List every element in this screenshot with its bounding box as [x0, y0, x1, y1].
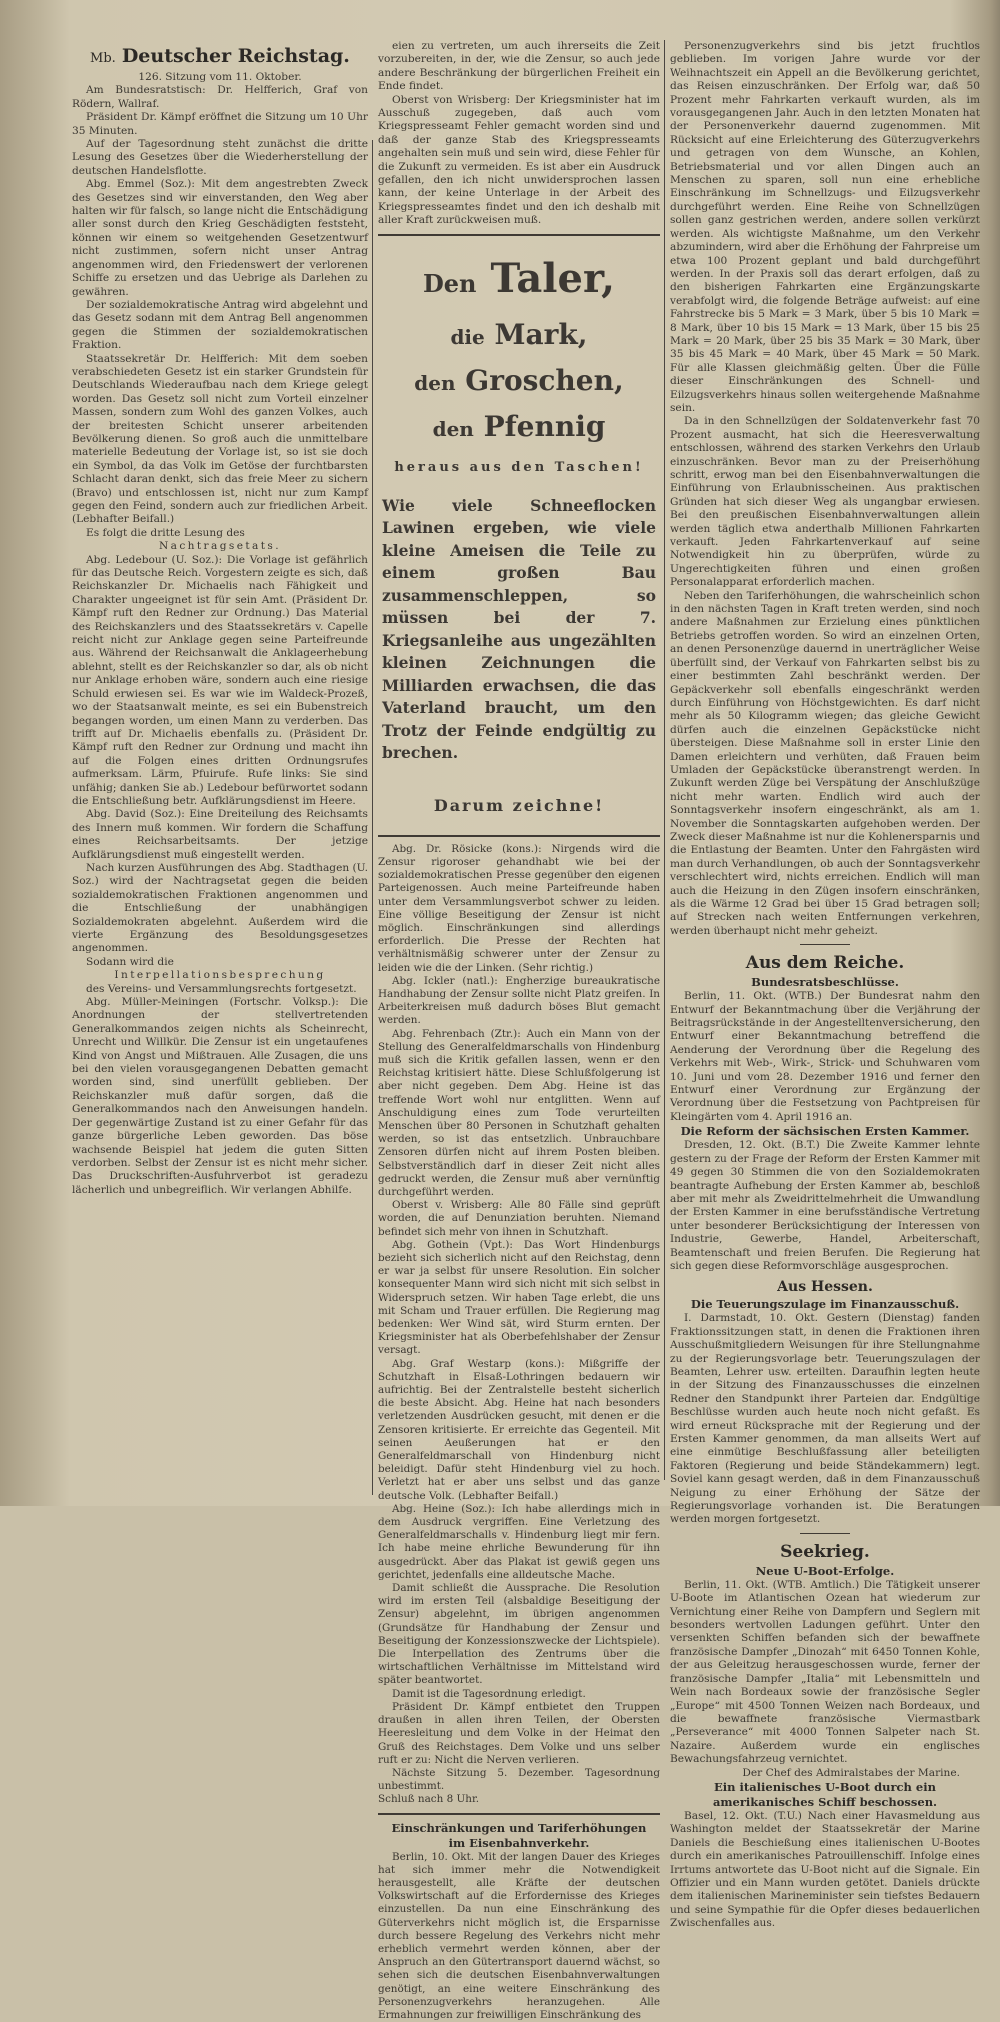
ad-headline-3: den Groschen,: [414, 363, 624, 397]
ad-headline-1: Den Taler,: [422, 254, 616, 302]
paragraph: Abg. David (Soz.): Eine Dreiteilung des Reichsamts des Innern muß kommen. Wir fordern die Schaffung eines Reichsarbeitsamts. Der jetzige Aufklärungsdienst muß eingestellt werden.: [72, 808, 368, 861]
right-column: [670, 40, 980, 1931]
column-divider: [664, 40, 665, 1480]
paragraph-group: [378, 1851, 660, 2022]
divider: [378, 835, 660, 837]
paragraph: Es folgt die dritte Lesung des: [86, 526, 245, 539]
paragraph: Abg. Gothein (Vpt.): Das Wort Hindenburgs bezieht sich sicherlich nicht auf den Reichstag, denn er war ja selbst für unsere Resolution. Ein solcher konsequenter Mann wird sich nicht mit sich selbst in Widerspruch setzen. Wir haben Tage erlebt, die uns mit Scham und Trauer erfüllen. Die Regierung mag bedenken: Wer Wind sät, wird Sturm ernten. Der Kriegsminister hat als Oberbefehlshaber der Zensur versagt.: [378, 1238, 660, 1357]
paragraph: Damit schließt die Aussprache. Die Resolution wird im ersten Teil (alsbaldige Beseitigung der Zensur) abgelehnt, im übrigen angenommen (Grundsätze für Handhabung der Zensur und Beseitigung der Konzessionszwecke der Lichtspiele). Die Interpellation des Zentrums über die wirtschaftlichen Verhältnisse im Mittelstand wird später beantwortet.: [378, 1582, 660, 1687]
subtitle-italian-uboot: Ein italienisches U-Boot durch ein amerikanisches Schiff beschossen.: [712, 1779, 938, 1809]
paragraph: Berlin, 11. Okt. (WTB.) Der Bundesrat nahm den Entwurf der Bekanntmachung über die Verjährung der Beitragsrückstände in der Angestelltenversicherung, den Entwurf einer Bekanntmachung betreffend die Aenderung der Verordnung über die Regelung des Verkehrs mit Web-, Wirk-, Strick- und Schuhwaren vom 10. Juni und vom 28. Dezember 1916 und ferner den Entwurf einer Verordnung zur Ergänzung der Verordnung über die Festsetzung von Pachtpreisen für Kleingärten vom 4. April 1916 an.: [670, 990, 980, 1123]
paragraph: Sodann wird die: [86, 955, 174, 968]
title-text: Deutscher Reichstag.: [121, 45, 350, 67]
paragraph: Abg. Emmel (Soz.): Mit dem angestrebten Zweck des Gesetzes sind wir einverstanden, den Weg aber halten wir für falsch, so lange nicht die Entschädigung aller sonst durch den Krieg Geschädigten feststeht, können wir einem so weitgehenden Gesetzentwurf nicht zustimmen, sofern nicht unser Antrag angenommen wird, den Friedenswert der verlorenen Schiffe zu ersetzen und das Uebrige als Darlehen zu gewähren.: [72, 178, 368, 298]
subtitle-teuerung: Die Teuerungszulage im Finanzausschuß.: [690, 1297, 960, 1312]
paragraph: Präsident Dr. Kämpf entbietet den Truppen draußen in allen ihren Teilen, der Obersten Heeresleitung und dem Volke in der Heimat den Gruß des Reichstages. Dem Volke und uns selber ruft er zu: Nicht die Nerven verlieren.: [378, 1700, 660, 1766]
paragraph-group: [72, 554, 368, 970]
paragraph-group: [72, 84, 368, 540]
paragraph-group: [670, 40, 980, 938]
paragraph: Oberst von Wrisberg: Der Kriegsminister hat im Ausschuß zugegeben, daß auch vom Kriegspresseamt Fehler gemacht worden sind und daß der ganze Stab des Kriegspresseamts angehalten sein muß und sein wird, diese Fehler für die Zukunft zu vermeiden. Es ist aber ein Ausdruck gefallen, den ich nicht unwidersprochen lassen kann, der keine Unterlage in der Arbeit des Kriegspresseamtes findet und den ich deshalb mit aller Kraft zurückweisen muß.: [378, 93, 660, 227]
paragraph: Neben den Tariferhöhungen, die wahrscheinlich schon in den nächsten Tagen in Kraft treten werden, sind noch andere Maßnahmen zur Erzielung eines pünktlichen Betriebs getroffen worden. So wird an einzelnen Orten, an denen Personenzüge dauernd in unerträglicher Weise überfüllt sind, der Verkauf von Fahrkarten selbst bis zu einer bestimmten Zahl beschränkt werden. Der Gepäckverkehr soll ebenfalls eingeschränkt werden durch Einführung von Höchstgewichten. Es darf nicht mehr als 50 Kilogramm wiegen; das gleiche Gewicht dürfen auch die einzelnen Gepäckstücke nicht übersteigen. Diese Maßnahme soll in erster Linie den Damen erleichtern und verhüten, daß Frauen beim Umladen der Gepäckstücke überanstrengt werden. In Zukunft werden Züge bei Verspätung der Anschlußzüge nicht mehr warten. Endlich wird auch der Sonntagsverkehr insofern eingeschränkt, als am 1. November die Sonntagskarten aufgehoben werden. Der Zweck dieser Maßnahme ist nur die Kohlenersparnis und die Entlastung der Beamten. Unter den Fahrgästen wird man durch Verhandlungen, ob auch der Sonntagsverkehr verschlechtert wird, nichts erreichen. Endlich will man auch die Heizung in den Zügen insofern einschränken, als die Wärme 12 Grad bei über 15 Grad betragen soll; auf Strecken nach weiten Entfernungen verkehren, werden überhaupt nicht mehr geheizt.: [670, 589, 980, 937]
paragraph: Auf der Tagesordnung steht zunächst die dritte Lesung des Gesetzes über die Wiederherstellung der deutschen Handelsflotte.: [72, 138, 368, 177]
subtitle-uboot-erfolge: Neue U-Boot-Erfolge.: [755, 1563, 895, 1578]
ad-call-to-action: Darum zeichne!: [433, 795, 605, 815]
paragraph: eien zu vertreten, um auch ihrerseits die Zeit vorzubereiten, in der, wie die Zensur, so auch jede andere Beschränkung der bürgerlichen Freiheit ein Ende findet.: [378, 40, 660, 93]
paragraph: Oberst v. Wrisberg: Alle 80 Fälle sind geprüft worden, die auf Denunziation beruhten. Niemand befindet sich mehr von ihnen in Schutzhaft.: [378, 1199, 660, 1238]
paragraph: Abg. Dr. Rösicke (kons.): Nirgends wird die Zensur rigoroser gehandhabt wie bei der sozialdemokratischen Presse gegenüber den eigenen Parteigenossen. Auch meine Parteifreunde haben unter dem Versammlungsverbot schwer zu leiden. Eine völlige Beseitigung der Zensur ist nicht möglich. Einschränkungen sind allerdings erforderlich. Die Presse der Rechten hat verhältnismäßig schwerer unter der Zensur zu leiden wie die der Linken. (Sehr richtig.): [378, 842, 660, 974]
paragraph: Abg. Heine (Soz.): Ich habe allerdings mich in dem Ausdruck vergriffen. Eine Verletzung des Generalfeldmarschalls v. Hindenburg liegt mir fern. Ich habe meine ehrliche Bewunderung für ihn ausgedrückt. Aber das Plakat ist gewiß gegen uns gerichtet, jedenfalls eine alldeutsche Mache.: [378, 1502, 660, 1581]
middle-column: [378, 40, 660, 2022]
paragraph: Abg. Fehrenbach (Ztr.): Auch ein Mann von der Stellung des Generalfeldmarschalls von Hindenburg muß sich die Kritik gefallen lassen, wenn er den Reichstag kritisiert hätte. Diese Schlußfolgerung ist aber nicht gegeben. Dem Abg. Heine ist das treffende Wort wohl nur entglitten. Wenn auf Anschuldigung eines zum Tode verurteilten Menschen über 80 Personen in Schutzhaft gehalten werden, so ist das entsetzlich. Unbrauchbare Zensoren dürfen nicht auf ihrem Posten bleiben. Selbstverständlich darf in dieser Zeit nicht alles gedruckt werden, die Zensur muß aber vernünftig durchgeführt werden.: [378, 1027, 660, 1198]
paragraph-group: [72, 983, 368, 1198]
paragraph: Damit ist die Tagesordnung erledigt.: [392, 1687, 586, 1700]
session-line: 126. Sitzung vom 11. Oktober.: [138, 71, 302, 83]
subtitle-bundesrat: Bundesratsbeschlüsse.: [751, 975, 899, 990]
paragraph-group: [670, 1139, 980, 1273]
correspondent-marker: Mb.: [90, 51, 116, 66]
paragraph-group: [378, 40, 660, 228]
paragraph: I. Darmstadt, 10. Okt. Gestern (Dienstag) fanden Fraktionssitzungen statt, in denen die Fraktionen ihren Ausschußmitgliedern Weisungen für ihre Stellungnahme zu der Regierungsvorlage betr. Teuerungszulagen der Beamten, Lehrer usw. erteilten. Daraufhin legten heute in der Sitzung des Finanzausschusses die einzelnen Redner den Standpunkt ihrer Parteien dar. Endgültige Beschlüsse wurden auch heute noch nicht gefaßt. Es wird erneut Rücksprache mit der Regierung und der Ersten Kammer genommen, da man allseits Wert auf eine einmütige Beschlußfassung aller beteiligten Faktoren (Regierung und beide Ständekammern) legt. Soviel kann gesagt werden, daß in dem Finanzausschuß Neigung zu einer Erhöhung der Sätze der Regierungsvorlage vorhanden ist. Die Beratungen werden morgen fortgesetzt.: [670, 1312, 980, 1526]
paragraph: Berlin, 10. Okt. Mit der langen Dauer des Krieges hat sich immer mehr die Notwendigkeit herausgestellt, alle Kräfte der deutschen Volkswirtschaft auf die Erfordernisse des Krieges einzustellen. Da nun eine Einschränkung des Güterverkehrs nicht möglich ist, die Ersparnisse durch bessere Regelung des Verkehrs nicht mehr erheblich vermehrt werden können, aber der Anspruch an den Gütertransport dauernd wächst, so sehen sich die deutschen Eisenbahnverwaltungen genötigt, an eine weitere Einschränkung des Personenzugverkehrs heranzugehen. Alle Ermahnungen zur freiwilligen Einschränkung des: [378, 1850, 660, 2021]
ad-headline-2: die Mark,: [450, 317, 588, 351]
paragraph-group: [670, 1579, 980, 1767]
paragraph: Abg. Ickler (natl.): Engherzige bureaukratische Handhabung der Zensur sollte nicht Platz greifen. In Arbeiterkreisen muß dadurch böses Blut gemacht werden.: [378, 974, 660, 1027]
paragraph: Abg. Graf Westarp (kons.): Mißgriffe der Schutzhaft in Elsaß-Lothringen bedauern wir aufrichtig. Bei der Zentralstelle besteht sicherlich die beste Absicht. Abg. Heine hat nach besonders verletzenden Ausdrücken gesucht, mit denen er die Zensoren kritisierte. Er erreichte das Gegenteil. Mit seinen Aeußerungen hat er den Generalfeldmarschall von Hindenburg nicht beleidigt. Dafür steht Hindenburg viel zu hoch. Verletzt hat er aber uns selbst und das ganze deutsche Volk. (Lebhafter Beifall.): [378, 1357, 660, 1502]
subtitle-sachsen: Die Reform der sächsischen Ersten Kammer.: [680, 1124, 970, 1139]
paragraph: Staatssekretär Dr. Helfferich: Mit dem soeben verabschiedeten Gesetz ist ein starker Grundstein für Deutschlands Wiederaufbau nach dem Kriege gelegt worden. Das Gesetz soll nicht zum Vorteil einzelner Massen, sondern zum Wohl des ganzen Volkes, auch der breitesten Schicht unserer arbeitenden Bevölkerung dienen. So groß auch die unmittelbare materielle Bedeutung der Vorlage ist, so ist sie doch ein Symbol, da das Volk im Getöse der furchtbarsten Schlacht daran denkt, sich das freie Meer zu sichern (Bravo) und entschlossen ist, nicht nur zum Kampf gegen den Feind, sondern auch zur friedlichen Arbeit. (Lebhafter Beifall.): [72, 352, 368, 526]
war-loan-advertisement: [378, 250, 660, 817]
section-title-reich: Aus dem Reiche.: [745, 953, 905, 974]
paragraph: Präsident Dr. Kämpf eröffnet die Sitzung um 10 Uhr 35 Minuten.: [72, 111, 368, 137]
subheading-interpellation: Interpellationsbesprechung: [114, 969, 326, 982]
paragraph-group: [670, 990, 980, 1124]
paragraph: Da in den Schnellzügen der Soldatenverkehr fast 70 Prozent ausmacht, hat sich die Heeresverwaltung entschlossen, während des starken Verkehrs den Urlaub einzuschränken. Bevor man zu der Preiserhöhung schritt, erwog man bei den Eisenbahnverwaltungen die Einführung von Erlaubnisscheinen. Aus praktischen Gründen hat sich dieser Weg als ungangbar erwiesen. Bei den preußischen Eisenbahnverwaltungen allein werden täglich etwa anderthalb Millionen Fahrkarten verkauft. Jeden Fahrkartenverkauf auf seine Notwendigkeit hin zu überprüfen, würde zu Ungerechtigkeiten führen und einen großen Personalapparat erforderlich machen.: [670, 415, 980, 589]
paragraph: Basel, 12. Okt. (T.U.) Nach einer Havasmeldung aus Washington meldet der Staatssekretär der Marine Daniels die Beschießung eines italienischen U-Bootes durch ein amerikanisches Patrouillenschiff. Infolge eines Irrtums antwortete das U-Boot nicht auf die Signale. Ein Offizier und ein Mann wurden getötet. Daniels drückte dem italienischen Marineminister sein tiefstes Bedauern und seine Sympathie für die Opfer dieses bedauerlichen Zwischenfalles aus.: [670, 1809, 980, 1930]
subheading-nachtragsetat: Nachtragsetats.: [158, 540, 282, 553]
divider: [378, 1813, 660, 1815]
ad-tagline: heraus aus den Taschen!: [394, 459, 644, 475]
column-divider: [372, 140, 373, 1495]
closing-line: Schluß nach 8 Uhr.: [378, 1793, 480, 1806]
paragraph-group: [670, 1312, 980, 1527]
signature-line: Der Chef des Admiralstabes der Marine.: [742, 1766, 960, 1779]
paragraph: Dresden, 12. Okt. (B.T.) Die Zweite Kammer lehnte gestern zu der Frage der Reform der Ersten Kammer mit 49 gegen 30 Stimmen die von den Sozialdemokraten beantragte Aufhebung der Ersten Kammer ab, beschloß aber mit mehr als Zweidrittelmehrheit die Umwandlung der Ersten Kammer in eine berufsständische Vertretung unter besonderer Berücksichtigung der Interessen von Industrie, Gewerbe, Handel, Arbeiterschaft, Beamtenschaft und freien Berufen. Die Regierung hat sich gegen diese Reformvorschläge ausgesprochen.: [670, 1139, 980, 1272]
paragraph: Abg. Ledebour (U. Soz.): Die Vorlage ist gefährlich für das Deutsche Reich. Vorgestern zeigte es sich, daß Reichskanzler Dr. Michaelis nach Fähigkeit und Charakter ungeeignet ist für sein Amt. (Präsident Dr. Kämpf ruft den Redner zur Ordnung.) Das Material des Reichskanzlers und des Staatssekretärs v. Capelle reicht nicht zur Anklage gegen seine Parteifreunde aus. Während der Reichsanwalt die Anklageerhebung ablehnt, stellt es der Reichskanzler so dar, als ob nicht nur Anklage erhoben wäre, sondern auch eine riesige Schuld erwiesen sei. Es war wie im Waldeck-Prozeß, wo der Staatsanwalt meinte, es sei ein Bubenstreich begangen worden, um einen Mann zu verderben. Das trifft auf Dr. Michaelis ebenfalls zu. (Präsident Dr. Kämpf ruft den Redner zur Ordnung und macht ihn auf die Folgen eines dritten Ordnungsrufes aufmerksam. Lärm, Pfuirufe. Rufe links: Sie sind unfähig; danken Sie ab.) Ledebour befürwortet sodann die Entschließung betr. Aufklärungsdienst im Heere.: [72, 553, 368, 807]
paragraph: Berlin, 11. Okt. (WTB. Amtlich.) Die Tätigkeit unserer U-Boote im Atlantischen Ozean hat wiederum zur Vernichtung einer Reihe von Dampfern und Seglern mit besonders wertvollen Ladungen geführt. Unter den versenkten Schiffen befanden sich der bewaffnete französische Dampfer „Dinozah“ mit 6450 Tonnen Kohle, der aus Geleitzug herausgeschossen wurde, ferner der französische Dampfer „Italia“ mit Lebensmitteln und Wein nach Bordeaux sowie der französische Segler „Europe“ mit 4500 Tonnen Weizen nach Bordeaux, und die bewaffnete französische Viermastbark „Perseverance“ mit 4000 Tonnen Salpeter nach St. Nazaire. Außerdem wurde ein englisches Bewachungsfahrzeug vernichtet.: [670, 1578, 980, 1766]
section-title-seekrieg: Seekrieg.: [780, 1541, 870, 1562]
ad-body: Wie viele Schneeflocken Lawinen ergeben, wie viele kleine Ameisen die Teile zu einem großen Bau zusammenschleppen, so müssen bei der 7. Kriegsanleihe aus ungezählten kleinen Zeichnungen die Milliarden erwachsen, die das Vaterland braucht, um den Trotz der Feinde endgültig zu brechen.: [382, 495, 656, 763]
reichstag-report: [72, 44, 368, 1197]
paragraph: des Vereins- und Versammlungsrechts fortgesetzt.: [86, 982, 357, 995]
divider: [378, 234, 660, 236]
paragraph: Nach kurzen Ausführungen des Abg. Stadthagen (U. Soz.) wird der Nachtragsetat gegen die beiden sozialdemokratischen Fraktionen angenommen und die Entschließung der unabhängigen Sozialdemokraten abgelehnt. Außerdem wird die vierte Ergänzung des Besoldungsgesetzes angenommen.: [72, 861, 368, 955]
divider: [800, 1533, 850, 1534]
paragraph: Am Bundesratstisch: Dr. Helfferich, Graf von Rödern, Wallraf.: [72, 84, 368, 110]
middle-column-bottom: [378, 835, 660, 2022]
ad-headline-4: den Pfennig: [432, 409, 606, 443]
divider: [800, 944, 850, 945]
section-title-hessen: Aus Hessen.: [777, 1279, 873, 1296]
middle-column-top: [378, 40, 660, 236]
paragraph: Personenzugverkehrs sind bis jetzt fruchtlos geblieben. Im vorigen Jahre wurde vor der Weihnachtszeit ein Appell an die Bevölkerung gerichtet, das Reisen einzuschränken. Der Erfolg war, daß 50 Prozent mehr Fahrkarten verkauft wurden, als im vorausgegangenen Jahr. Auch in den letzten Monaten hat der Personenverkehr dauernd zugenommen. Mit Rücksicht auf eine Erleichterung des Güterzugverkehrs und getragen von dem Wunsche, an Kohlen, Betriebsmaterial und vor allen Dingen auch an Menschen zu sparen, soll nun eine erhebliche Einschränkung im Schnellzugs- und Eilzugsverkehr durchgeführt werden. Eine Reihe von Schnellzügen sollen ganz gestrichen werden, andere sollen verkürzt werden. Als wichtigste Maßnahme, um den Verkehr abzumindern, wird aber die Erhöhung der Fahrpreise um etwa 100 Prozent geplant und bald durchgeführt werden. In der Praxis soll das derart erfolgen, daß zu den bisherigen Fahrkarten eine Ergänzungskarte verabfolgt wird, die folgende Beträge aufweist: auf eine Fahrstrecke bis 5 Mark = 3 Mark, über 5 bis 10 Mark = 8 Mark, über 10 bis 15 Mark = 13 Mark, über 15 bis 25 Mark = 20 Mark, über 25 bis 35 Mark = 30 Mark, über 35 bis 45 Mark = 40 Mark, über 45 Mark = 50 Mark. Für alle Klassen gleichmäßig gelten. Über die Fülle dieser Einschränkungen des Schnell- und Eilzugsverkehrs hinaus sollen weitergehende Maßnahme sein.: [670, 40, 980, 414]
paragraph: Der sozialdemokratische Antrag wird abgelehnt und das Gesetz sodann mit dem Antrag Bell angenommen gegen die Stimmen der sozialdemokratischen Fraktion.: [72, 298, 368, 352]
railway-article-title: Einschränkungen und Tariferhöhungen im Eisenbahnverkehr.: [391, 1820, 647, 1850]
paragraph: Nächste Sitzung 5. Dezember. Tagesordnung unbestimmt.: [378, 1766, 660, 1793]
paragraph: Abg. Müller-Meiningen (Fortschr. Volksp.): Die Anordnungen der stellvertretenden Generalkommandos zeigen nichts als Scheinrecht, Unrecht und Willkür. Die Zensur ist ein ungetaufenes Kind von Angst und Mißtrauen. Alle Zusagen, die uns bei den vielen vorausgegangenen Debatten gemacht worden sind, sind unerfüllt geblieben. Der Reichskanzler muß dafür sorgen, daß die Generalkommandos nach den Anweisungen handeln. Der gegenwärtige Zustand ist zu einer Gefahr für das ganze bürgerliche Leben geworden. Das böse wachsende Beispiel hat jedem die guten Sitten verdorben. Selbst der Zensur ist es nicht mehr sicher. Das Druckschriften-Ausfuhrverbot ist geradezu lächerlich und unbegreiflich. Wir verlangen Abhilfe.: [72, 996, 368, 1196]
paragraph-group: [378, 843, 660, 1794]
paragraph-group: [670, 1810, 980, 1931]
article-title: [72, 44, 368, 71]
